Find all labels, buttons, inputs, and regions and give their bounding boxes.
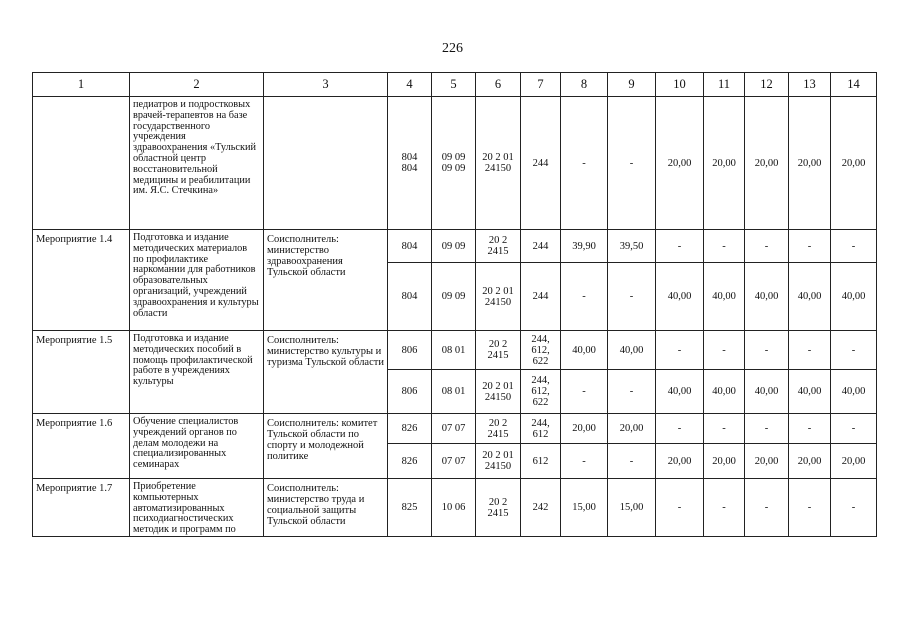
- value-cell-c11: -: [704, 414, 745, 444]
- value-cell-c9: -: [608, 97, 656, 230]
- table-row: [33, 230, 877, 263]
- value-cell-c4: 806: [388, 331, 432, 370]
- value-cell-c9: 20,00: [608, 414, 656, 444]
- value-cell-c7: 244, 612, 622: [521, 331, 561, 370]
- value-cell-c5: 09 09: [432, 230, 476, 263]
- value-cell-c8: -: [561, 370, 608, 414]
- column-header-7: 7: [521, 73, 561, 97]
- column-header-9: 9: [608, 73, 656, 97]
- value-cell-c9: 40,00: [608, 331, 656, 370]
- value-cell-c7: 244, 612: [521, 414, 561, 444]
- value-cell-c5: 07 07: [432, 414, 476, 444]
- executor-cell: Соисполнитель: комитет Тульской области по спорту и молодежной политике: [264, 414, 388, 479]
- value-cell-c7: 244: [521, 230, 561, 263]
- value-cell-c11: -: [704, 479, 745, 537]
- value-cell-c12: 40,00: [745, 263, 789, 331]
- value-cell-c14: -: [831, 479, 877, 537]
- value-cell-c14: 40,00: [831, 263, 877, 331]
- value-cell-c10: -: [656, 230, 704, 263]
- value-cell-c8: 39,90: [561, 230, 608, 263]
- value-cell-c11: 20,00: [704, 97, 745, 230]
- table-row: [33, 331, 877, 370]
- value-cell-c4: 825: [388, 479, 432, 537]
- value-cell-c10: -: [656, 479, 704, 537]
- value-cell-c6: 20 2 01 24150: [476, 97, 521, 230]
- value-cell-c14: 20,00: [831, 444, 877, 479]
- value-cell-c8: 15,00: [561, 479, 608, 537]
- value-cell-c5: 08 01: [432, 331, 476, 370]
- column-header-5: 5: [432, 73, 476, 97]
- column-header-4: 4: [388, 73, 432, 97]
- value-cell-c7: 242: [521, 479, 561, 537]
- value-cell-c4: 804: [388, 263, 432, 331]
- value-cell-c9: 15,00: [608, 479, 656, 537]
- name-cell: Обучение специалистов учреждений органов по делам молодежи на специализированных семинарах: [130, 414, 264, 479]
- executor-cell: [264, 97, 388, 230]
- budget-table: [32, 72, 877, 537]
- value-cell-c14: -: [831, 230, 877, 263]
- value-cell-c5: 10 06: [432, 479, 476, 537]
- value-cell-c10: 40,00: [656, 263, 704, 331]
- column-header-2: 2: [130, 73, 264, 97]
- name-cell: Приобретение компьютерных автоматизированных психодиагностических методик и программ по: [130, 479, 264, 537]
- value-cell-c6: 20 2 2415: [476, 414, 521, 444]
- value-cell-c14: 40,00: [831, 370, 877, 414]
- event-cell: Мероприятие 1.6: [33, 414, 130, 479]
- table-row: [33, 414, 877, 444]
- value-cell-c14: -: [831, 414, 877, 444]
- value-cell-c5: 09 09 09 09: [432, 97, 476, 230]
- value-cell-c10: 20,00: [656, 444, 704, 479]
- value-cell-c10: 20,00: [656, 97, 704, 230]
- value-cell-c6: 20 2 2415: [476, 331, 521, 370]
- value-cell-c6: 20 2 01 24150: [476, 444, 521, 479]
- value-cell-c12: -: [745, 414, 789, 444]
- executor-cell: Соисполнитель: министерство труда и социальной защиты Тульской области: [264, 479, 388, 537]
- value-cell-c4: 804 804: [388, 97, 432, 230]
- value-cell-c5: 07 07: [432, 444, 476, 479]
- column-header-6: 6: [476, 73, 521, 97]
- column-header-3: 3: [264, 73, 388, 97]
- value-cell-c8: -: [561, 444, 608, 479]
- column-header-11: 11: [704, 73, 745, 97]
- value-cell-c13: 40,00: [789, 370, 831, 414]
- value-cell-c8: -: [561, 97, 608, 230]
- value-cell-c4: 806: [388, 370, 432, 414]
- value-cell-c7: 244: [521, 263, 561, 331]
- value-cell-c6: 20 2 01 24150: [476, 370, 521, 414]
- column-header-1: 1: [33, 73, 130, 97]
- table-row: [33, 97, 877, 230]
- value-cell-c6: 20 2 2415: [476, 479, 521, 537]
- value-cell-c13: -: [789, 230, 831, 263]
- value-cell-c4: 804: [388, 230, 432, 263]
- value-cell-c4: 826: [388, 414, 432, 444]
- name-cell: педиатров и подростковых врачей-терапевтов на базе государственного учреждения здравоохранения «Тульский областной центр восстановительной медицины и реабилитации им. Я.С. Стечкина»: [130, 97, 264, 230]
- value-cell-c7: 244: [521, 97, 561, 230]
- event-cell: Мероприятие 1.5: [33, 331, 130, 414]
- executor-cell: Соисполнитель: министерство здравоохранения Тульской области: [264, 230, 388, 331]
- value-cell-c9: -: [608, 444, 656, 479]
- executor-cell: Соисполнитель: министерство культуры и туризма Тульской области: [264, 331, 388, 414]
- value-cell-c6: 20 2 01 24150: [476, 263, 521, 331]
- column-header-13: 13: [789, 73, 831, 97]
- value-cell-c14: -: [831, 331, 877, 370]
- column-header-10: 10: [656, 73, 704, 97]
- value-cell-c8: 40,00: [561, 331, 608, 370]
- value-cell-c11: 20,00: [704, 444, 745, 479]
- page-number: 226: [442, 41, 463, 56]
- value-cell-c13: 40,00: [789, 263, 831, 331]
- value-cell-c7: 612: [521, 444, 561, 479]
- value-cell-c5: 09 09: [432, 263, 476, 331]
- value-cell-c12: 20,00: [745, 97, 789, 230]
- value-cell-c12: -: [745, 479, 789, 537]
- value-cell-c5: 08 01: [432, 370, 476, 414]
- value-cell-c11: -: [704, 230, 745, 263]
- value-cell-c13: -: [789, 331, 831, 370]
- value-cell-c8: 20,00: [561, 414, 608, 444]
- name-cell: Подготовка и издание методических материалов по профилактике наркомании для работников образовательных организаций, учреждений здравоохранения и культуры области: [130, 230, 264, 331]
- event-cell: [33, 97, 130, 230]
- value-cell-c10: -: [656, 414, 704, 444]
- header-row: [33, 73, 877, 97]
- value-cell-c13: -: [789, 414, 831, 444]
- column-header-12: 12: [745, 73, 789, 97]
- value-cell-c13: -: [789, 479, 831, 537]
- value-cell-c7: 244, 612, 622: [521, 370, 561, 414]
- value-cell-c12: -: [745, 331, 789, 370]
- name-cell: Подготовка и издание методических пособий в помощь профилактической работе в учреждениях культуры: [130, 331, 264, 414]
- value-cell-c13: 20,00: [789, 444, 831, 479]
- value-cell-c14: 20,00: [831, 97, 877, 230]
- table-row: [33, 479, 877, 537]
- value-cell-c10: 40,00: [656, 370, 704, 414]
- event-cell: Мероприятие 1.4: [33, 230, 130, 331]
- value-cell-c9: -: [608, 370, 656, 414]
- value-cell-c12: 20,00: [745, 444, 789, 479]
- value-cell-c11: 40,00: [704, 263, 745, 331]
- value-cell-c8: -: [561, 263, 608, 331]
- value-cell-c11: -: [704, 331, 745, 370]
- value-cell-c12: -: [745, 230, 789, 263]
- value-cell-c10: -: [656, 331, 704, 370]
- value-cell-c4: 826: [388, 444, 432, 479]
- value-cell-c13: 20,00: [789, 97, 831, 230]
- event-cell: Мероприятие 1.7: [33, 479, 130, 537]
- column-header-8: 8: [561, 73, 608, 97]
- value-cell-c12: 40,00: [745, 370, 789, 414]
- value-cell-c9: -: [608, 263, 656, 331]
- column-header-14: 14: [831, 73, 877, 97]
- value-cell-c6: 20 2 2415: [476, 230, 521, 263]
- value-cell-c9: 39,50: [608, 230, 656, 263]
- value-cell-c11: 40,00: [704, 370, 745, 414]
